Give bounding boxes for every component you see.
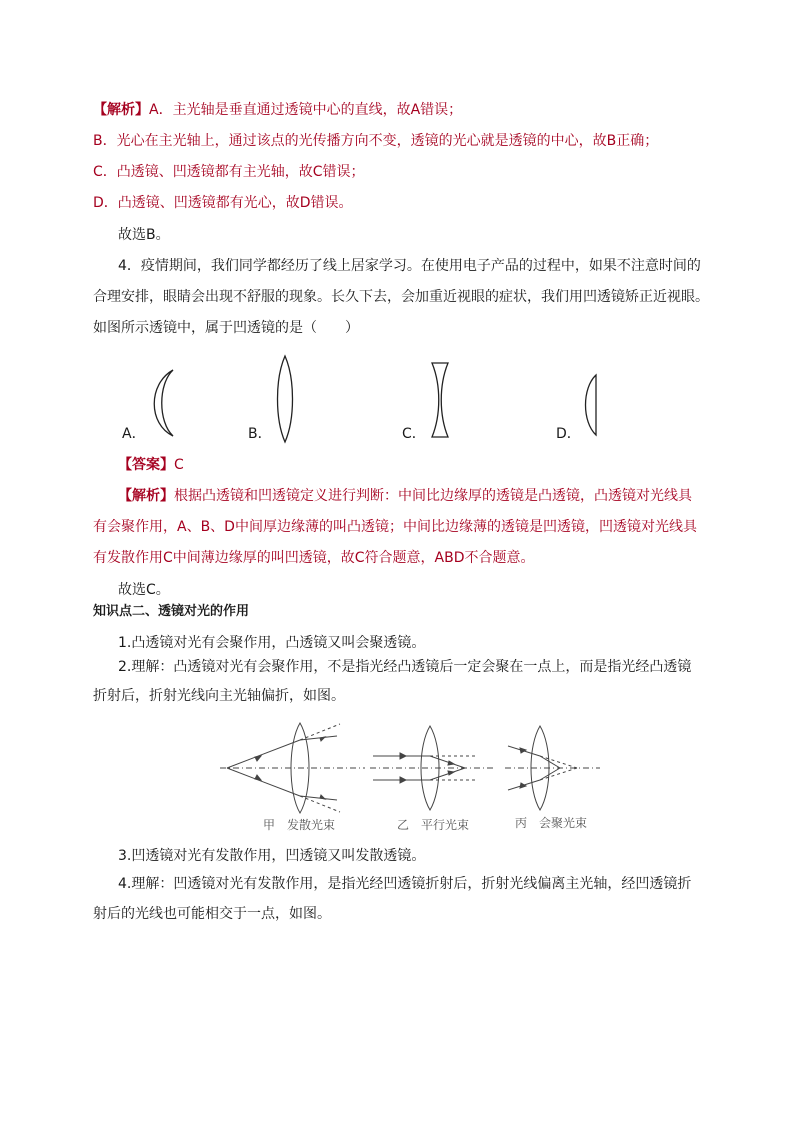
- option-d-label: D．: [556, 426, 581, 442]
- section-p4b: 射后的光线也可能相交于一点，如图。: [93, 906, 331, 922]
- caption-parallel: 乙 平行光束: [397, 818, 470, 832]
- caption-convergent: 丙 会聚光束: [515, 816, 588, 830]
- lens-a-meniscus-icon: [140, 362, 190, 442]
- option-a-label: A．: [122, 426, 146, 442]
- analysis4-text: 根据凸透镜和凹透镜定义进行判断：中间比边缘厚的透镜是凸透镜，凸透镜对光线具: [174, 488, 692, 504]
- answer-label: 【答案】: [118, 457, 174, 473]
- answer-value: C: [174, 457, 184, 473]
- section-p2b: 折射后，折射光线向主光轴偏折，如图。: [93, 688, 345, 704]
- conclusion4-text: 故选C。: [118, 582, 170, 598]
- answer-line: [118, 455, 184, 475]
- section-p4a: 4.理解：凹透镜对光有发散作用，是指光经凹透镜折射后，折射光线偏离主光轴，经凹透镜折: [118, 876, 692, 892]
- analysis-line-a: [93, 100, 462, 120]
- option-b-label: B．: [248, 426, 272, 442]
- analysis-line-b: B．光心在主光轴上，通过该点的光传播方向不变，透镜的光心就是透镜的中心，故B正确；: [93, 133, 659, 149]
- analysis-text: A．主光轴是垂直通过透镜中心的直线，故A错误；: [149, 102, 463, 118]
- analysis4-line-3: 有发散作用C中间薄边缘厚的叫凹透镜，故C符合题意，ABD不合题意。: [93, 550, 535, 566]
- option-c-label: C．: [402, 426, 426, 442]
- caption-divergent: 甲 发散光束: [263, 818, 336, 832]
- section-p1: 1.凸透镜对光有会聚作用，凸透镜又叫会聚透镜。: [118, 635, 426, 651]
- lens-d-planoconvex-icon: [580, 372, 604, 438]
- question-line-3: 如图所示透镜中，属于凹透镜的是（ ）: [93, 320, 359, 336]
- section-p2a: 2.理解：凸透镜对光有会聚作用，不是指光经凸透镜后一定会聚在一点上，而是指光经凸透镜: [118, 659, 692, 675]
- lens-b-biconvex-icon: [270, 354, 300, 444]
- conclusion-text: 故选B。: [118, 227, 170, 243]
- analysis-line-d: D．凸透镜、凹透镜都有光心，故D错误。: [93, 195, 353, 211]
- section-p3: 3.凹透镜对光有发散作用，凹透镜又叫发散透镜。: [118, 848, 426, 864]
- question-line-2: 合理安排，眼睛会出现不舒服的现象。长久下去，会加重近视眼的症状，我们用凹透镜矫正近视眼。: [93, 289, 709, 305]
- analysis4-label: 【解析】: [118, 488, 174, 504]
- section-heading: 知识点二、透镜对光的作用: [93, 604, 250, 619]
- lens-c-biconcave-icon: [425, 360, 455, 440]
- analysis4-line-1: [118, 486, 692, 506]
- analysis-label: 【解析】: [93, 102, 149, 118]
- question-line-1: 4．疫情期间，我们同学都经历了线上居家学习。在使用电子产品的过程中，如果不注意时间的: [118, 258, 701, 274]
- analysis-line-c: C．凸透镜、凹透镜都有主光轴，故C错误；: [93, 164, 365, 180]
- analysis4-line-2: 有会聚作用，A、B、D中间厚边缘薄的叫凸透镜；中间比边缘薄的透镜是凹透镜，凹透镜对光线具: [93, 519, 697, 535]
